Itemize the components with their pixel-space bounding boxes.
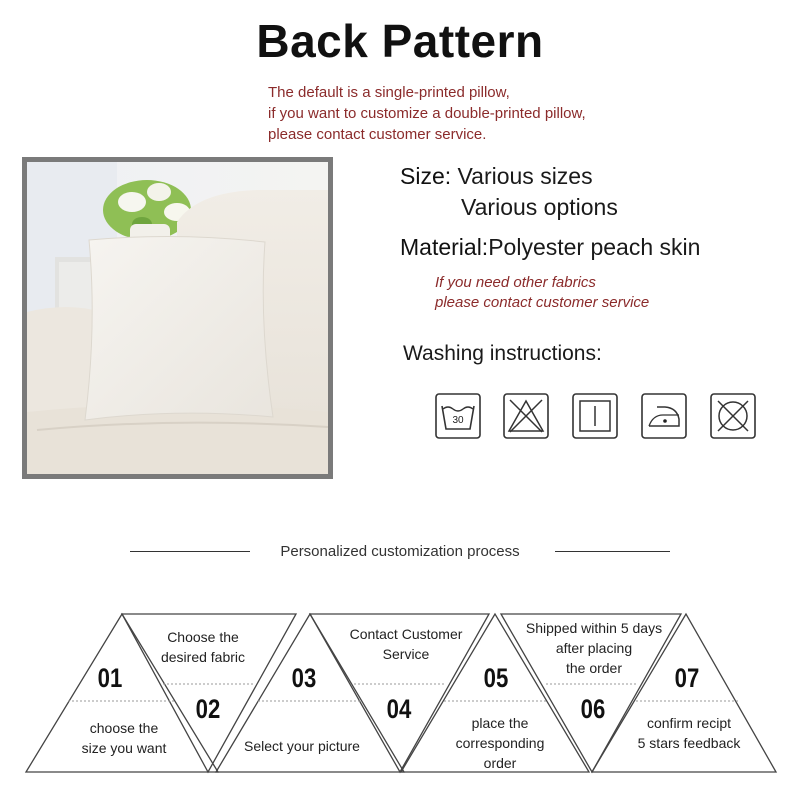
size-value-1: Various sizes	[457, 163, 593, 189]
step-text-07	[622, 713, 756, 753]
step-text-01	[54, 718, 194, 758]
step-number: 03	[291, 663, 317, 693]
step-text-line: place the	[471, 715, 529, 731]
size-value-2: Various options	[461, 194, 618, 220]
process-title: Personalized customization process	[280, 543, 520, 560]
step-text-line: choose the	[89, 720, 159, 736]
step-text-05	[430, 713, 570, 773]
size-label: Size:	[400, 163, 452, 189]
step-text-line: confirm recipt	[646, 715, 732, 731]
step-text-line: desired fabric	[160, 649, 246, 665]
step-text-line: Select your picture	[244, 738, 360, 754]
material-value: Polyester peach skin	[488, 234, 701, 260]
step-number: 04	[386, 694, 412, 724]
step-text-line: size you want	[81, 740, 167, 756]
step-number: 05	[483, 663, 509, 693]
fabric-note-line: please contact customer service	[435, 294, 650, 311]
step-number: 02	[195, 694, 221, 724]
print-note-line: The default is a single-printed pillow,	[268, 84, 510, 101]
step-text-line: order	[483, 755, 517, 771]
step-text-03	[232, 736, 372, 756]
step-number: 01	[97, 663, 123, 693]
fabric-note-line: If you need other fabrics	[435, 274, 596, 291]
page-title: Back Pattern	[256, 15, 544, 67]
step-text-line: Service	[382, 646, 430, 662]
step-number: 06	[580, 694, 606, 724]
step-number: 07	[674, 663, 700, 693]
print-note-line: if you want to customize a double-printed pillow,	[268, 105, 586, 122]
step-text-line: 5 stars feedback	[637, 735, 741, 751]
step-text-line: after placing	[555, 640, 633, 656]
step-text-line: Choose the	[167, 629, 239, 645]
print-note-line: please contact customer service.	[268, 126, 487, 143]
step-text-02	[138, 627, 268, 667]
washing-title: Washing instructions:	[403, 342, 602, 365]
step-text-line: the order	[565, 660, 623, 676]
step-text-line: Contact Customer	[349, 626, 463, 642]
wash-temp-label: 30	[452, 415, 464, 426]
step-text-line: Shipped within 5 days	[525, 620, 663, 636]
step-text-line: corresponding	[455, 735, 545, 751]
material-label: Material:	[400, 234, 489, 260]
step-text-06	[514, 618, 674, 678]
step-text-04	[334, 624, 478, 664]
